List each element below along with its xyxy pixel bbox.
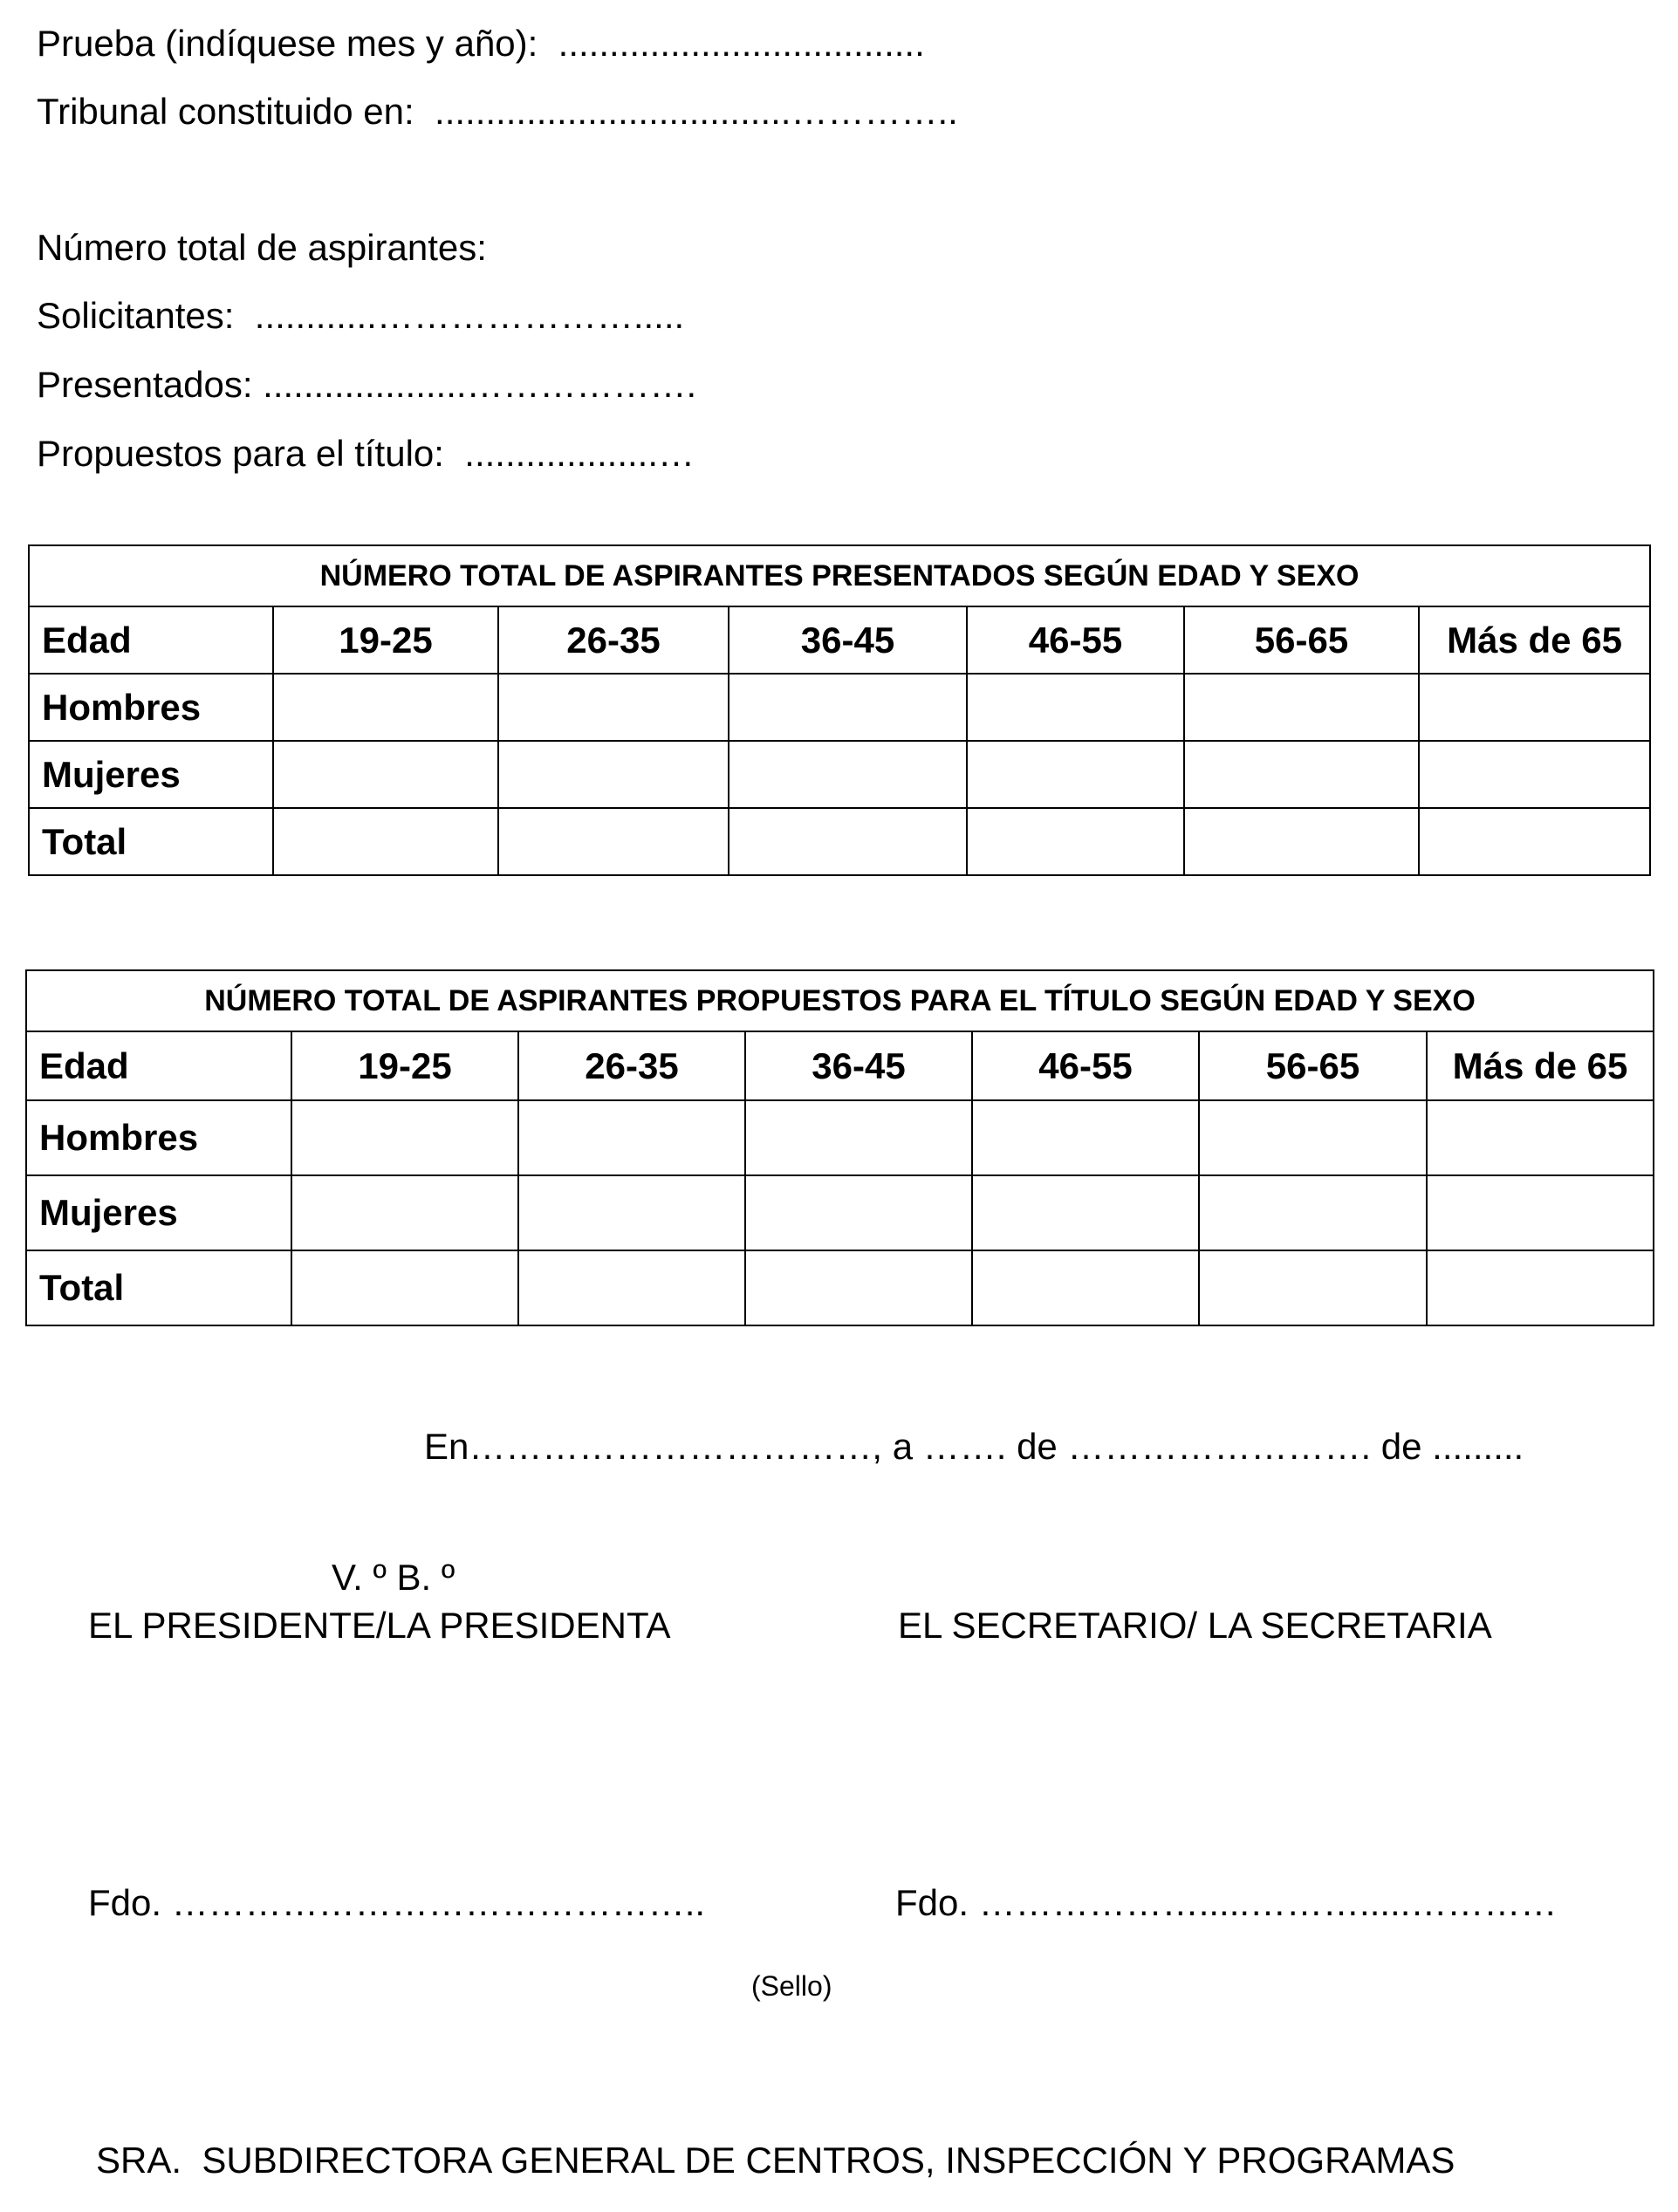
destinatario-line: SRA. SUBDIRECTORA GENERAL DE CENTROS, INSPECCIÓN Y PROGRAMAS xyxy=(96,2140,1455,2181)
tribunal-field: Tribunal constituido en: ...................................………….. xyxy=(37,91,958,132)
column-header: Edad xyxy=(29,606,273,674)
column-header: 56-65 xyxy=(1184,606,1419,674)
row-header: Total xyxy=(29,808,273,875)
table-cell[interactable] xyxy=(498,808,729,875)
row-header: Total xyxy=(26,1250,291,1325)
column-header: 56-65 xyxy=(1199,1031,1427,1100)
column-header: Más de 65 xyxy=(1419,606,1650,674)
table-title: NÚMERO TOTAL DE ASPIRANTES PRESENTADOS SEGÚN EDAD Y SEXO xyxy=(29,545,1650,606)
column-header: 19-25 xyxy=(273,606,498,674)
table-propuestos xyxy=(25,969,1654,1326)
column-header: Más de 65 xyxy=(1427,1031,1654,1100)
sello-label: (Sello) xyxy=(751,1970,832,2002)
table-cell[interactable] xyxy=(967,674,1184,741)
column-header: Edad xyxy=(26,1031,291,1100)
solicitantes-field: Solicitantes: ............…………………..... xyxy=(37,295,685,336)
table-cell[interactable] xyxy=(1419,741,1650,808)
table-cell[interactable] xyxy=(518,1100,745,1175)
table-cell[interactable] xyxy=(729,674,967,741)
table-cell[interactable] xyxy=(967,741,1184,808)
table-cell[interactable] xyxy=(518,1175,745,1250)
table-cell[interactable] xyxy=(1427,1250,1654,1325)
row-header: Mujeres xyxy=(29,741,273,808)
table-cell[interactable] xyxy=(1199,1100,1427,1175)
table-cell[interactable] xyxy=(967,808,1184,875)
place-date-line: En……………………………, a ……. de ……………………. de ......... xyxy=(424,1426,1524,1467)
table-cell[interactable] xyxy=(291,1175,518,1250)
row-header: Hombres xyxy=(26,1100,291,1175)
table-cell[interactable] xyxy=(1427,1100,1654,1175)
table-cell[interactable] xyxy=(745,1250,972,1325)
table-cell[interactable] xyxy=(1184,741,1419,808)
table-cell[interactable] xyxy=(972,1100,1199,1175)
column-header: 36-45 xyxy=(745,1031,972,1100)
column-header: 19-25 xyxy=(291,1031,518,1100)
column-header: 36-45 xyxy=(729,606,967,674)
column-header: 26-35 xyxy=(498,606,729,674)
table-cell[interactable] xyxy=(1419,808,1650,875)
propuestos-field: Propuestos para el título: ...................… xyxy=(37,433,695,474)
table-cell[interactable] xyxy=(745,1175,972,1250)
table-cell[interactable] xyxy=(518,1250,745,1325)
table-cell[interactable] xyxy=(972,1250,1199,1325)
table-cell[interactable] xyxy=(273,674,498,741)
table-cell[interactable] xyxy=(1199,1175,1427,1250)
secretario-label: EL SECRETARIO/ LA SECRETARIA xyxy=(898,1605,1492,1646)
table-cell[interactable] xyxy=(1427,1175,1654,1250)
table-cell[interactable] xyxy=(729,808,967,875)
column-header: 26-35 xyxy=(518,1031,745,1100)
fdo-presidente: Fdo. …………………………………….. xyxy=(88,1882,706,1923)
table-cell[interactable] xyxy=(291,1100,518,1175)
row-header: Mujeres xyxy=(26,1175,291,1250)
presidente-label: EL PRESIDENTE/LA PRESIDENTA xyxy=(88,1605,671,1646)
table-cell[interactable] xyxy=(729,741,967,808)
table-cell[interactable] xyxy=(972,1175,1199,1250)
table-cell[interactable] xyxy=(1199,1250,1427,1325)
table-cell[interactable] xyxy=(1184,674,1419,741)
vobo-label: V. º B. º xyxy=(332,1557,455,1598)
table-cell[interactable] xyxy=(498,674,729,741)
table-cell[interactable] xyxy=(1184,808,1419,875)
table-cell[interactable] xyxy=(291,1250,518,1325)
table-cell[interactable] xyxy=(1419,674,1650,741)
table-cell[interactable] xyxy=(273,741,498,808)
table-cell[interactable] xyxy=(273,808,498,875)
fdo-secretario: Fdo. ……………….....……….....………… xyxy=(895,1882,1558,1923)
presentados-field: Presentados: ....................………………. xyxy=(37,364,697,405)
column-header: 46-55 xyxy=(967,606,1184,674)
prueba-field: Prueba (indíquese mes y año): .................................... xyxy=(37,23,925,64)
numero-total-label: Número total de aspirantes: xyxy=(37,227,487,268)
table-cell[interactable] xyxy=(745,1100,972,1175)
table-cell[interactable] xyxy=(498,741,729,808)
table-presentados xyxy=(28,544,1651,876)
row-header: Hombres xyxy=(29,674,273,741)
column-header: 46-55 xyxy=(972,1031,1199,1100)
table-title: NÚMERO TOTAL DE ASPIRANTES PROPUESTOS PARA EL TÍTULO SEGÚN EDAD Y SEXO xyxy=(26,970,1654,1031)
